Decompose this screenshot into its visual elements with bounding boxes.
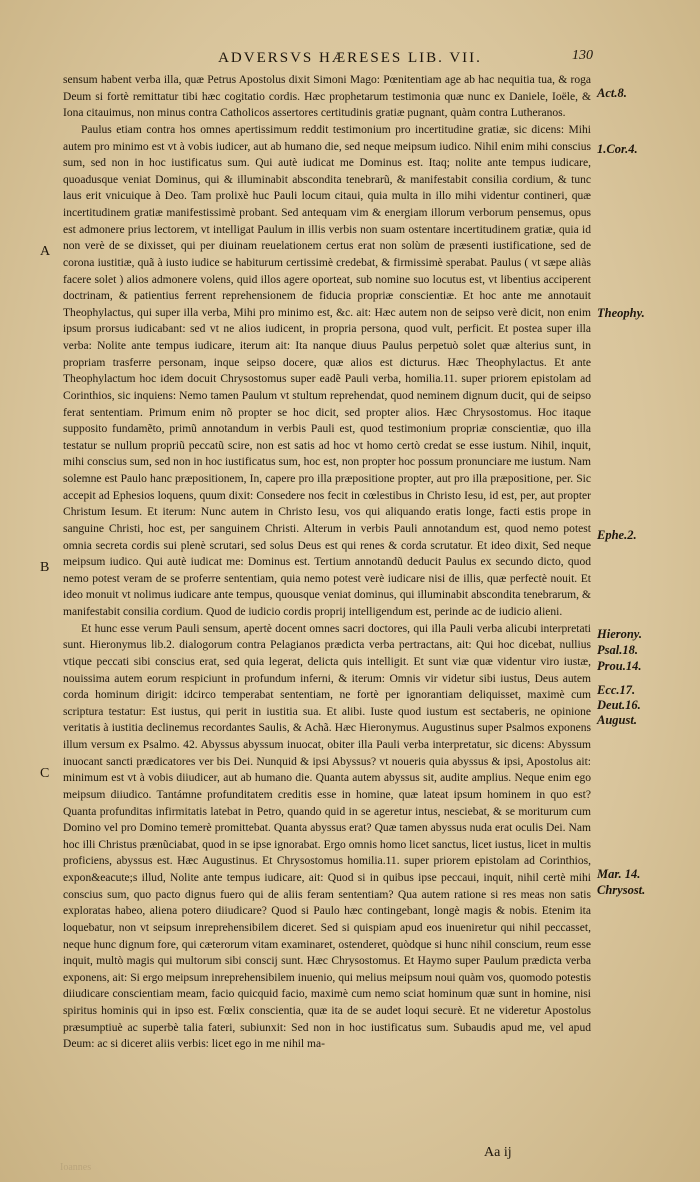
section-letter-b: B <box>40 560 50 575</box>
section-letter-c: C <box>40 766 50 781</box>
running-header <box>0 48 700 74</box>
main-text <box>63 72 591 1053</box>
page-number: 130 <box>572 48 593 63</box>
margin-citation-hierony: Hierony. <box>597 627 643 641</box>
paragraph: Et hunc esse verum Pauli sensum, apertè docent omnes sacri doctores, qui illa Pauli verba alicubi interpretati sunt. Hieronymus lib.2. dialogorum contra Pelagianos prædicta verba pertractans, ait: Qui hoc dicebat, nullius vtique peccati sibi conscius erat, sed quia legerat, delicta quis intelligit. Et sunt viæ quæ videntur viro iustæ, nouissima autem eorum respiciunt in profundum inferni, & iterum: Omnis vir videtur sibi iustus, Deus autem corda hominum dirigit: idcirco temperabat sententiam, ne fortè per ignorantiam deliquisset, maximè cum scriptura testatur: Est iustus, qui perit in iustitia sua. Et alibi. Iuste quod iustum est sectaberis, ne opinione veritatis à iustitia declinemus recordantes Saulis, & Achã. Hæc Hieronymus. Augustinus super Psalmos exponens illum versum ex Psalmo. 42. Abyssus abyssum inuocat, obiter illa Pauli verba interpretatur, sic dicens: Abyssum inuocant sancti prædicatores ver bis Dei. Nunquid & ipsi Abyssus? vt noueris quia abyssus & ipsi, Apostolus ait: minimum est vt à vobis diiudicer, aut ab humano die. Quanta autem abyssus sit, audite amplius. Neque enim ego meipsum diiudico. Tantámne profunditatem creditis esse in homine, quæ lateat ipsum hominem in quo est? Quanta profunditas infirmitatis latebat in Petro, quando quid in se ageretur intus, nesciebat, & se moriturum cum Domino vel pro Domino temerè promittebat. Quanta abyssus erat? Quæ tamen abyssus nuda erat oculis Dei. Nam hoc illi Christus prænũciabat, quod in se ipse ignorabat. Ergo omnis homo licet sanctus, licet iustus, licet in multis proficiens, abyssus est. Hæc Augustinus. Et Chrysostomus homilia.11. super priorem epistolam ad Corinthios, expon&eacute;s illud, Nolite ante tempus iudicare, ait: Quod si in quibus ipse peccaui, inquit, nihil certè mihi conscius sum, quo pacto dignus fuero qui de aliis feram sententiam? Qua autem ratione si res meas non satis exploratas habeo, aliena potero diiudicare? Quod si Paulo hæc contingebant, longè magis & nobis. Etenim ita loquebatur, non vt seipsum inreprehensibilem diceret. Sed si quispiam apud eos inueniretur qui nihil peccasset, neque hunc dignum fore, qui cæterorum vitam examinaret, ostenderet, quòdque si hunc nihil conscium, reum esse inquit, multò magis qui multorum sibi conscij sunt. Hæc Chrysostomus. Et Haymo super Paulum prædicta verba exponens, ait: Si ergo meipsum inreprehensibilem inuenio, qui melius meipsum noui quàm vos, quomodo potestis diiudicare conscientiam meam, facio quicquid facio, maximè cum nemo sciat hominum quæ sunt in homine, nisi spiritus hominis qui in ipso est. Fœlix conscientia, quæ ita de se audet loqui securè. Et ne videretur Apostolus præsumptiuè ac superbè talia fateri, subiunxit: Sed non in hoc iustificatus sum. Subaudis apud me, vel apud Deum: ac si diceret aliis verbis: licet ego in me nihil ma- <box>63 622 591 1051</box>
margin-citation-chrysost: Chrysost. <box>597 883 646 897</box>
catchword: Aa ij <box>484 1145 512 1160</box>
section-letter-a: A <box>40 244 51 259</box>
paragraph: sensum habent verba illa, quæ Petrus Apostolus dixit Simoni Mago: Pœnitentiam age ab hac nequitia tua, & roga Deum si fortè remittatur tibi hæc cogitatio cordis. Hæc prophetarum testimonia quæ nunc ex Daniele, Ioële, & Iona citauimus, non minus contra Catholicos assertores certitudinis gratiæ pugnant, quàm contra Lutheranos. <box>63 74 591 120</box>
margin-citation-act: Act.8. <box>597 86 627 100</box>
margin-citation-prov: Prou.14. <box>597 659 642 673</box>
margin-citation-ecc: Ecc.17. <box>597 683 636 697</box>
margin-citation-august: August. <box>597 713 637 727</box>
running-title: ADVERSVS HÆRESES LIB. VII. <box>218 50 482 66</box>
margin-citation-cor: 1.Cor.4. <box>597 142 638 156</box>
margin-citation-theophy: Theophy. <box>597 306 645 320</box>
margin-citation-psal: Psal.18. <box>597 643 638 657</box>
bleed-through-text: Ioannes <box>60 1162 92 1173</box>
margin-citation-ephe: Ephe.2. <box>597 528 637 542</box>
paragraph: Paulus etiam contra hos omnes apertissimum reddit testimonium pro incertitudine gratiæ, sic dicens: Mihi autem pro minimo est vt à vobis iudicer, aut ab humano die, sed neque meipsum iudico. Nihil enim mihi conscius sum, sed non in hoc iustificatus sum. Qui autè iudicat me Dominus est. Itaq; nolite ante tempus iudicare, quoadusque veniat Dominus, qui & illuminabit abscondita tenebrarũ, & manifestabit consilia cordium, & tunc laus erit vnicuique à Deo. Tam prolixè huc Pauli locum citaui, quia multa in illo mihi videntur contineri, quæ incertitudinem gratiæ manifestissimè probant. Sed antequam vim & energiam illorum verborum pensemus, opus est admonere prius lectorem, vt intelligat Paulum in illis verbis non suam ostentare incertitudinem gratiæ, quia id non verè de se dixisset, qui per diuinam reuelationem certus erat non solùm de præsenti iustificatione, sed de corona iustitiæ, quã à iusto iudice se habiturum certissimè credebat, & firmissimè sperabat. Paulus ( vt sæpe aliàs facere solet ) alios admonere volens, quid illos agere oporteat, sub nomine suo locutus est, vt libentius acciperent doctrinam, & patientius ferrent reprehensionem de fiducia propriæ conscientiæ. Et hoc ante me annotauit Theophylactus, qui super illa verba, Mihi pro minimo est, &c. ait: Hæc autem non de seipso verè dicit, non enim ipsum prorsus iudicabant: sed vt ne alios iudicent, in propria persona, quod vult, perficit. Et postea super illa verba: Nolite ante tempus iudicare, iterum ait: Ita nanque diuus Paulus perpetuò solet quæ alterius sunt, in propriam trasferre personam, inque seipso docere, quæ alios est dicturus. Hæc Theophylactus. Et ante Theophylactum hoc idem docuit Chrysostomus super eadẽ Pauli verba, homilia.11. super priorem epistolam ad Corinthios, sic inquiens: Nemo tamen Paulum vt stultum reprehendat, quod neminem dignum ducit, qui de seipso ferat sententiam. Primum enim nõ propter se hoc dicit, sed propter alios. Hæc Chrysostomus. Hoc itaque supposito fundamẽto, primũ annotandum in verbis Pauli est, quod testimonium propriæ conscientiæ, quo illa testatur se nullum propriũ peccatũ scire, non est satis ad hoc vt homo certò credat se esse iustum. Nihil, inquit, mihi conscius sum, sed non in hoc iustificatus sum, hoc est, non propter hoc possum pronunciare me iustum. Nam solemne est Paulo hanc præpositionem, In, capere pro illa præpositione propter, aut pro illa præpositione, per. Sic accepit ad Ephesios loquens, quum dixit: Consedere nos fecit in cœlestibus in Christo Iesu, id est, per, aut propter Christum Iesum. Et iterum: Nunc autem in Christo Iesu, vos qui aliquando eratis longe, facti estis prope in sanguine Christi, hoc est, per sanguinem Christi. Alterum in verbis Pauli annotandum est, quod nemo potest omnia secreta cordis sui plenè scrutari, sed solus Deus est qui renes & corda scrutatur. Et ideo dixit, Sed neque meipsum iudico. Qui autè iudicat me: Dominus est. Tertium annotandũ deducit Paulus ex secundo dicto, quod nemo potest veram de se proferre sententiam, quia nemo potest verè iudicare nisi de illis, quæ perfectè nouit. Et ideo monuit vt nolimus iudicare ante tempus, quousque veniat dominus, qui illuminabit abscondita tenebrarum, & manifestabit consilia cordium. Quod de iudicio cordis proprij intelligendum est, perinde ac de iudicio alieni. <box>63 123 591 618</box>
margin-citation-deut: Deut.16. <box>597 698 641 712</box>
margin-citation-mar: Mar. 14. <box>597 867 641 881</box>
